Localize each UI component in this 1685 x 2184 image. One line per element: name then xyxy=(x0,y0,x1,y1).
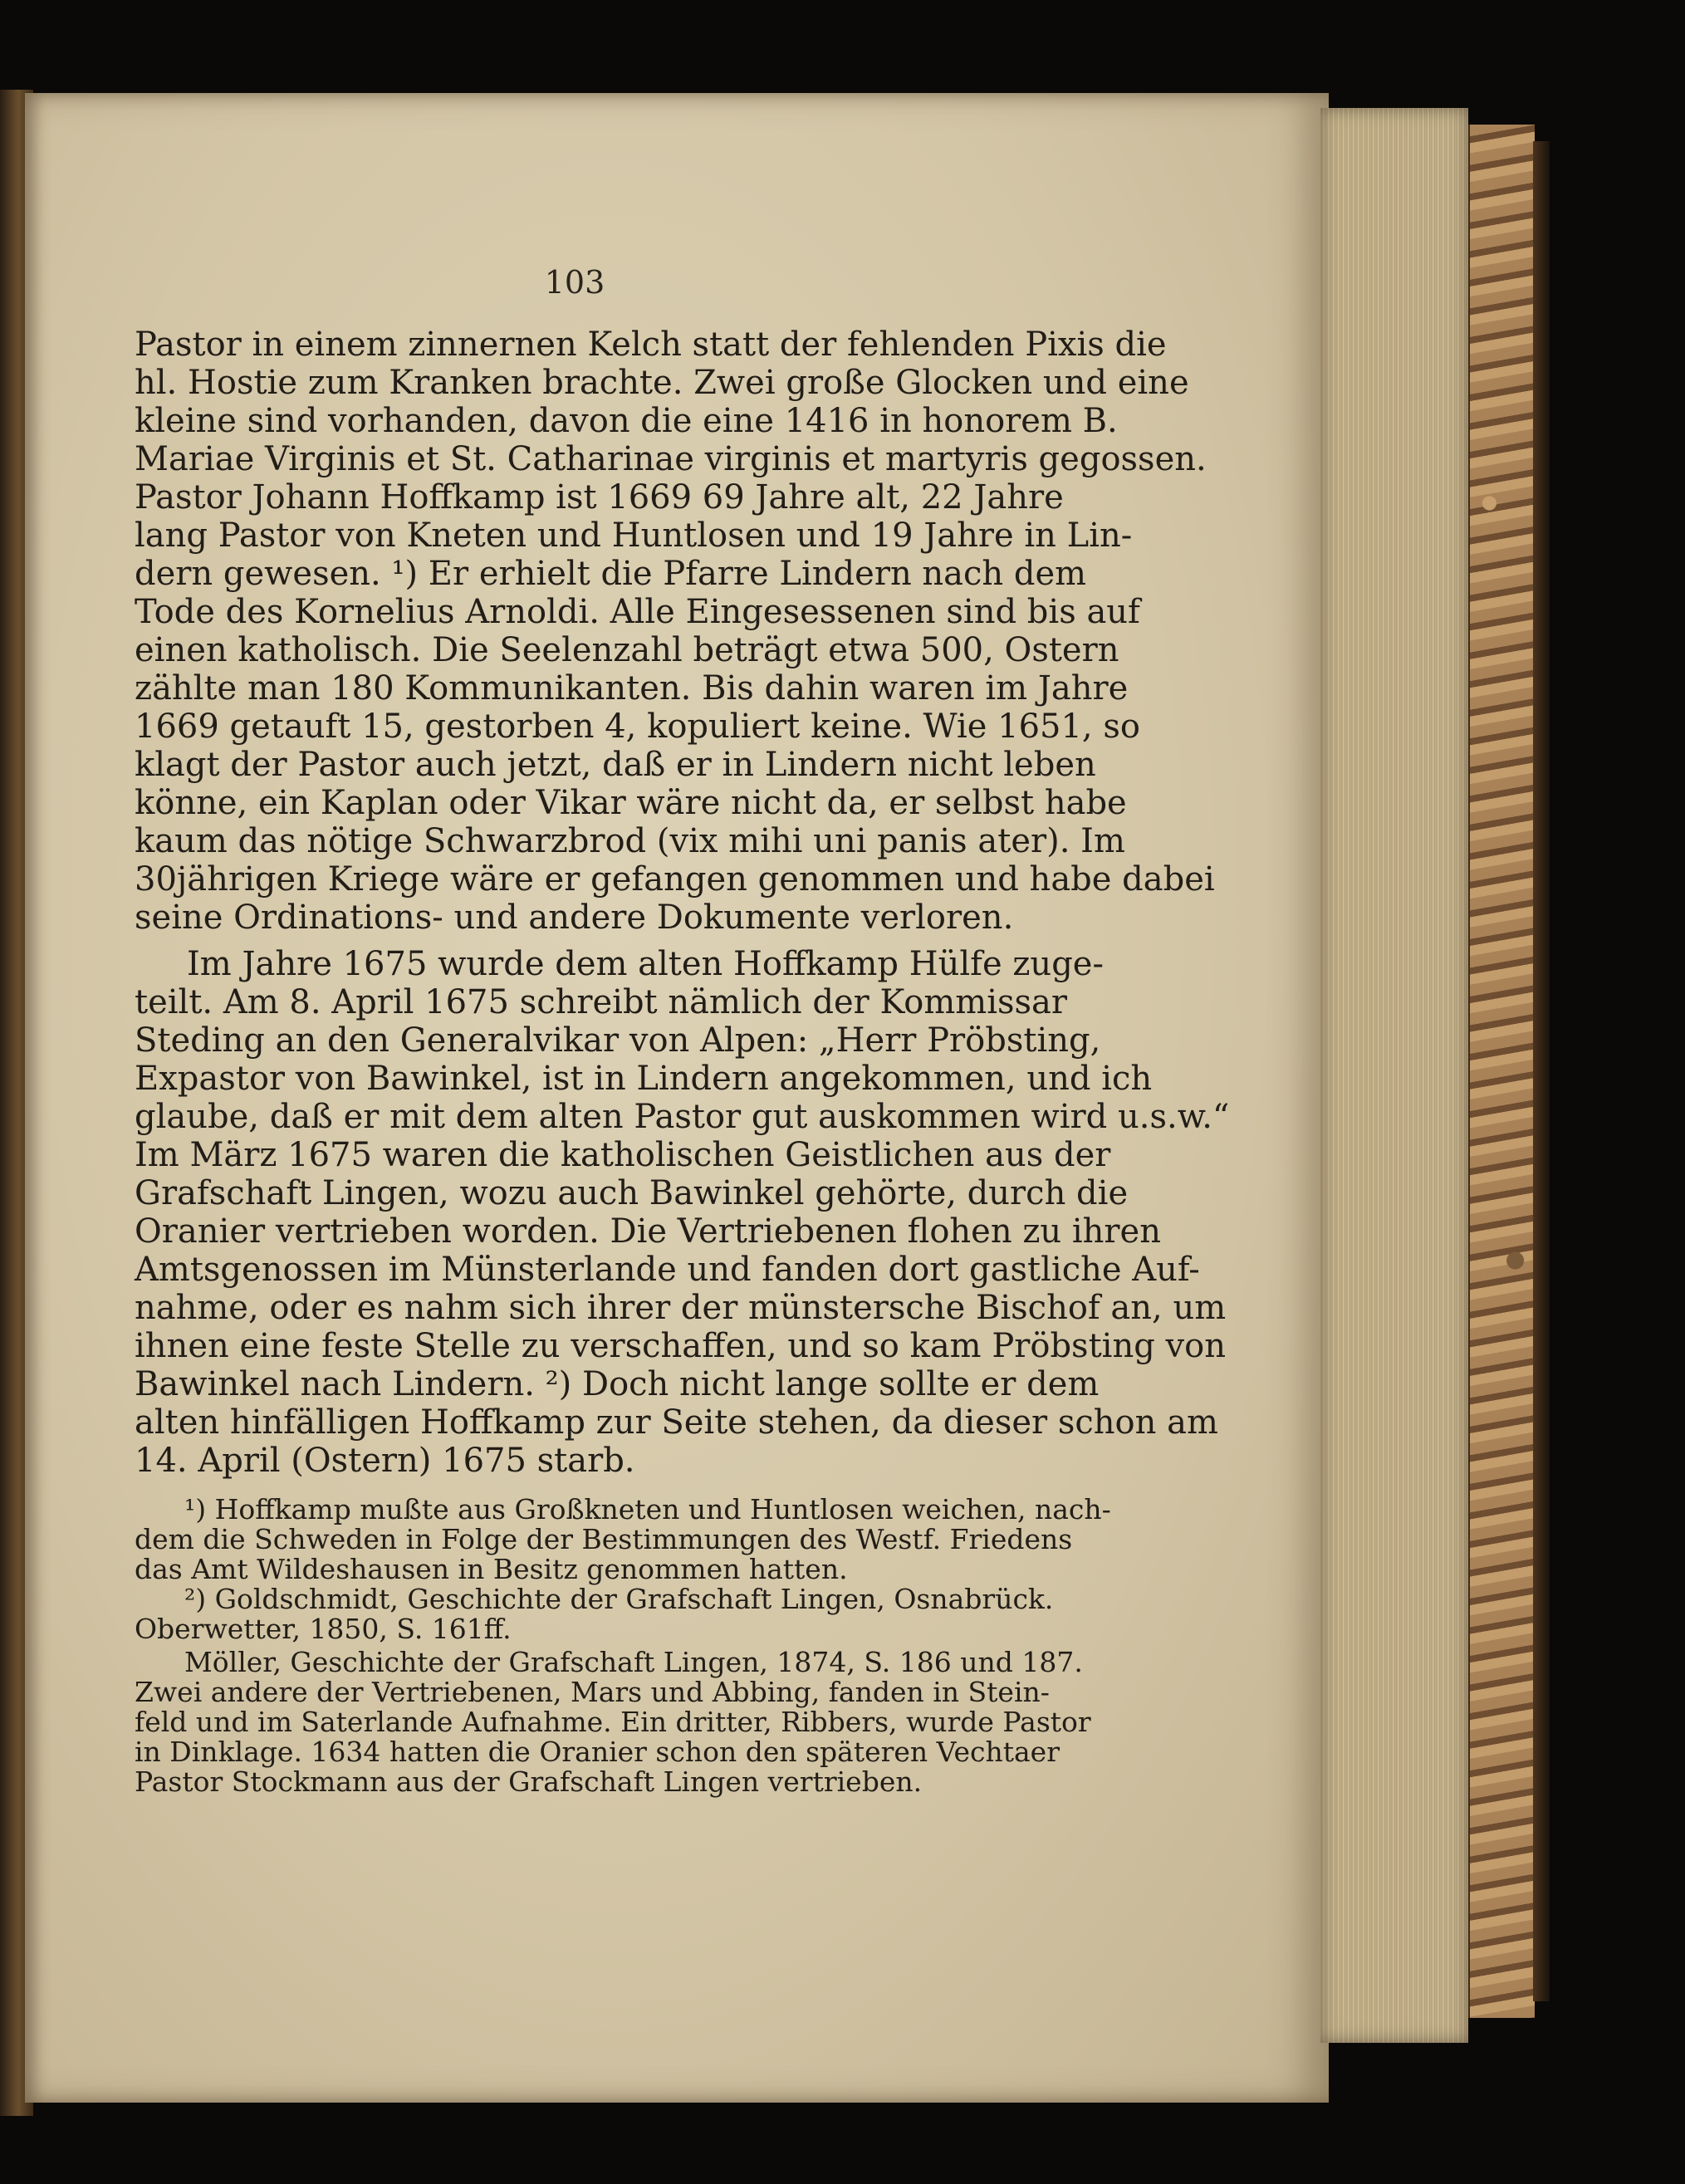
body-line: Oranier vertrieben worden. Die Vertriebenen flohen zu ihren xyxy=(135,1212,1161,1251)
body-line: Amtsgenossen im Münsterlande und fanden dort gastliche Auf- xyxy=(135,1251,1200,1289)
page-number: 103 xyxy=(544,264,605,301)
body-line: Pastor in einem zinnernen Kelch statt der fehlenden Pixis die xyxy=(135,326,1167,364)
footnote-line: Zwei andere der Vertriebenen, Mars und Abbing, fanden in Stein- xyxy=(135,1676,1050,1708)
body-line: alten hinfälligen Hoffkamp zur Seite stehen, da dieser schon am xyxy=(135,1403,1218,1442)
body-line: ihnen eine feste Stelle zu verschaffen, und so kam Pröbsting von xyxy=(135,1327,1226,1365)
body-line: teilt. Am 8. April 1675 schreibt nämlich der Kommissar xyxy=(135,983,1068,1021)
body-line: 1669 getauft 15, gestorben 4, kopuliert keine. Wie 1651, so xyxy=(135,708,1140,746)
body-line: kleine sind vorhanden, davon die eine 1416 in honorem B. xyxy=(135,402,1118,440)
footnote-line: feld und im Saterlande Aufnahme. Ein dritter, Ribbers, wurde Pastor xyxy=(135,1706,1091,1738)
footnote-line: das Amt Wildeshausen in Besitz genommen hatten. xyxy=(135,1553,848,1585)
body-line: hl. Hostie zum Kranken brachte. Zwei große Glocken und eine xyxy=(135,364,1189,402)
body-line: 14. April (Ostern) 1675 starb. xyxy=(135,1442,635,1480)
footnote-line: ¹) Hoffkamp mußte aus Großkneten und Huntlosen weichen, nach- xyxy=(184,1493,1111,1525)
body-line: zählte man 180 Kommunikanten. Bis dahin waren im Jahre xyxy=(135,669,1129,708)
body-line: einen katholisch. Die Seelenzahl beträgt etwa 500, Ostern xyxy=(135,631,1119,669)
body-line: 30jährigen Kriege wäre er gefangen genommen und habe dabei xyxy=(135,860,1215,899)
footnote-line: in Dinklage. 1634 hatten die Oranier schon den späteren Vechtaer xyxy=(135,1736,1060,1768)
body-line: Mariae Virginis et St. Catharinae virginis et martyris gegossen. xyxy=(135,440,1207,478)
body-line: glaube, daß er mit dem alten Pastor gut auskommen wird u.s.w.“ xyxy=(135,1098,1230,1136)
body-line: könne, ein Kaplan oder Vikar wäre nicht da, er selbst habe xyxy=(135,784,1127,822)
body-line: Grafschaft Lingen, wozu auch Bawinkel gehörte, durch die xyxy=(135,1174,1129,1212)
body-line: Im Jahre 1675 wurde dem alten Hoffkamp Hülfe zuge- xyxy=(187,945,1104,983)
footnote-line: Oberwetter, 1850, S. 161ff. xyxy=(135,1613,512,1645)
body-line: kaum das nötige Schwarzbrod (vix mihi uni panis ater). Im xyxy=(135,822,1125,860)
body-line: seine Ordinations- und andere Dokumente verloren. xyxy=(135,899,1014,937)
footnote-line: dem die Schweden in Folge der Bestimmungen des Westf. Friedens xyxy=(135,1523,1073,1555)
body-line: Steding an den Generalvikar von Alpen: „Herr Pröbsting, xyxy=(135,1021,1101,1060)
body-line: lang Pastor von Kneten und Huntlosen und 19 Jahre in Lin- xyxy=(135,517,1133,555)
footnote-line: Möller, Geschichte der Grafschaft Lingen, 1874, S. 186 und 187. xyxy=(184,1646,1083,1678)
body-line: dern gewesen. ¹) Er erhielt die Pfarre Lindern nach dem xyxy=(135,555,1087,593)
footnote-line: ²) Goldschmidt, Geschichte der Grafschaft Lingen, Osnabrück. xyxy=(184,1583,1054,1615)
body-line: Expastor von Bawinkel, ist in Lindern angekommen, und ich xyxy=(135,1060,1153,1098)
footnote-line: Pastor Stockmann aus der Grafschaft Lingen vertrieben. xyxy=(135,1765,923,1798)
book-spine xyxy=(1533,141,1550,2001)
body-line: klagt der Pastor auch jetzt, daß er in Lindern nicht leben xyxy=(135,746,1096,784)
body-line: Im März 1675 waren die katholischen Geistlichen aus der xyxy=(135,1136,1111,1174)
body-line: Tode des Kornelius Arnoldi. Alle Eingesessenen sind bis auf xyxy=(135,593,1140,631)
marbled-cover-edge xyxy=(1468,125,1535,2018)
body-line: nahme, oder es nahm sich ihrer der münstersche Bischof an, um xyxy=(135,1289,1227,1327)
page-stack-edge xyxy=(1320,108,1468,2043)
body-line: Pastor Johann Hoffkamp ist 1669 69 Jahre alt, 22 Jahre xyxy=(135,478,1064,517)
body-line: Bawinkel nach Lindern. ²) Doch nicht lange sollte er dem xyxy=(135,1365,1100,1403)
